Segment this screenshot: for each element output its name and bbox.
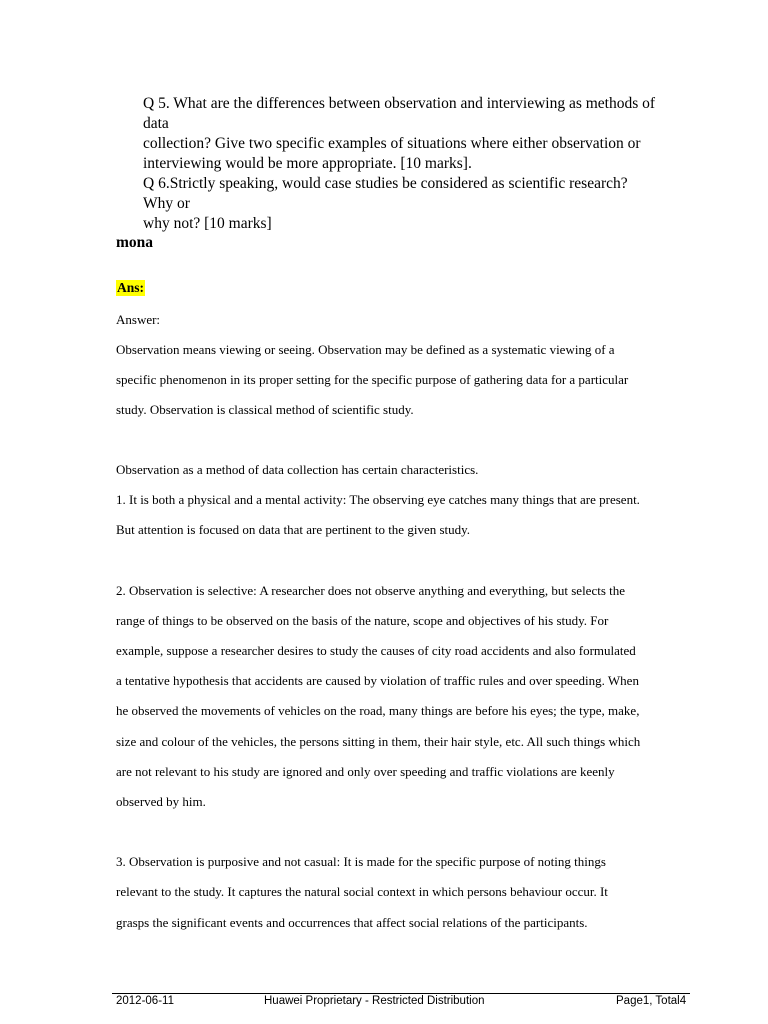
question-line: Why or — [143, 195, 190, 212]
answer-label-highlight: Ans: — [117, 280, 145, 295]
body-line: observed by him. — [116, 794, 206, 809]
question-line: collection? Give two specific examples of situations where either observation or — [143, 135, 641, 152]
body-line: specific phenomenon in its proper setting for the specific purpose of gathering data for a particular — [116, 372, 629, 387]
body-line: 1. It is both a physical and a mental activity: The observing eye catches many things that are present. — [116, 492, 640, 507]
body-line: grasps the significant events and occurrences that affect social relations of the participants. — [116, 915, 588, 930]
body-line: Observation means viewing or seeing. Observation may be defined as a systematic viewing of a — [116, 342, 615, 357]
author-name: mona — [116, 234, 154, 251]
footer-classification: Huawei Proprietary - Restricted Distribution — [264, 995, 485, 1007]
question-line: why not? [10 marks] — [143, 215, 272, 232]
question-line: Q 5. What are the differences between observation and interviewing as methods of — [143, 95, 656, 112]
question-line: interviewing would be more appropriate. [10 marks]. — [143, 155, 472, 172]
body-line: But attention is focused on data that are pertinent to the given study. — [116, 522, 471, 537]
body-line: study. Observation is classical method of scientific study. — [116, 402, 414, 417]
body-line: 2. Observation is selective: A researcher does not observe anything and everything, but selects the — [116, 583, 626, 598]
body-line: are not relevant to his study are ignored and only over speeding and traffic violations are keenly — [116, 764, 615, 779]
body-line: he observed the movements of vehicles on the road, many things are before his eyes; the type, make, — [116, 703, 640, 718]
body-line: relevant to the study. It captures the natural social context in which persons behaviour occur. It — [116, 884, 608, 899]
body-line: a tentative hypothesis that accidents are caused by violation of traffic rules and over speeding. When — [116, 673, 639, 688]
question-line: data — [143, 115, 169, 132]
footer-page-number: Page1, Total4 — [616, 995, 687, 1007]
footer-date: 2012-06-11 — [116, 995, 174, 1007]
question-line: Q 6.Strictly speaking, would case studies be considered as scientific research? — [143, 175, 628, 192]
body-line: example, suppose a researcher desires to study the causes of city road accidents and also formulated — [116, 643, 636, 658]
body-line: size and colour of the vehicles, the persons sitting in them, their hair style, etc. All such things which — [116, 734, 641, 749]
body-line: 3. Observation is purposive and not casual: It is made for the specific purpose of noting things — [116, 854, 606, 869]
body-line: range of things to be observed on the basis of the nature, scope and objectives of his study. For — [116, 613, 609, 628]
body-line: Answer: — [116, 312, 161, 327]
body-line: Observation as a method of data collection has certain characteristics. — [116, 462, 479, 477]
